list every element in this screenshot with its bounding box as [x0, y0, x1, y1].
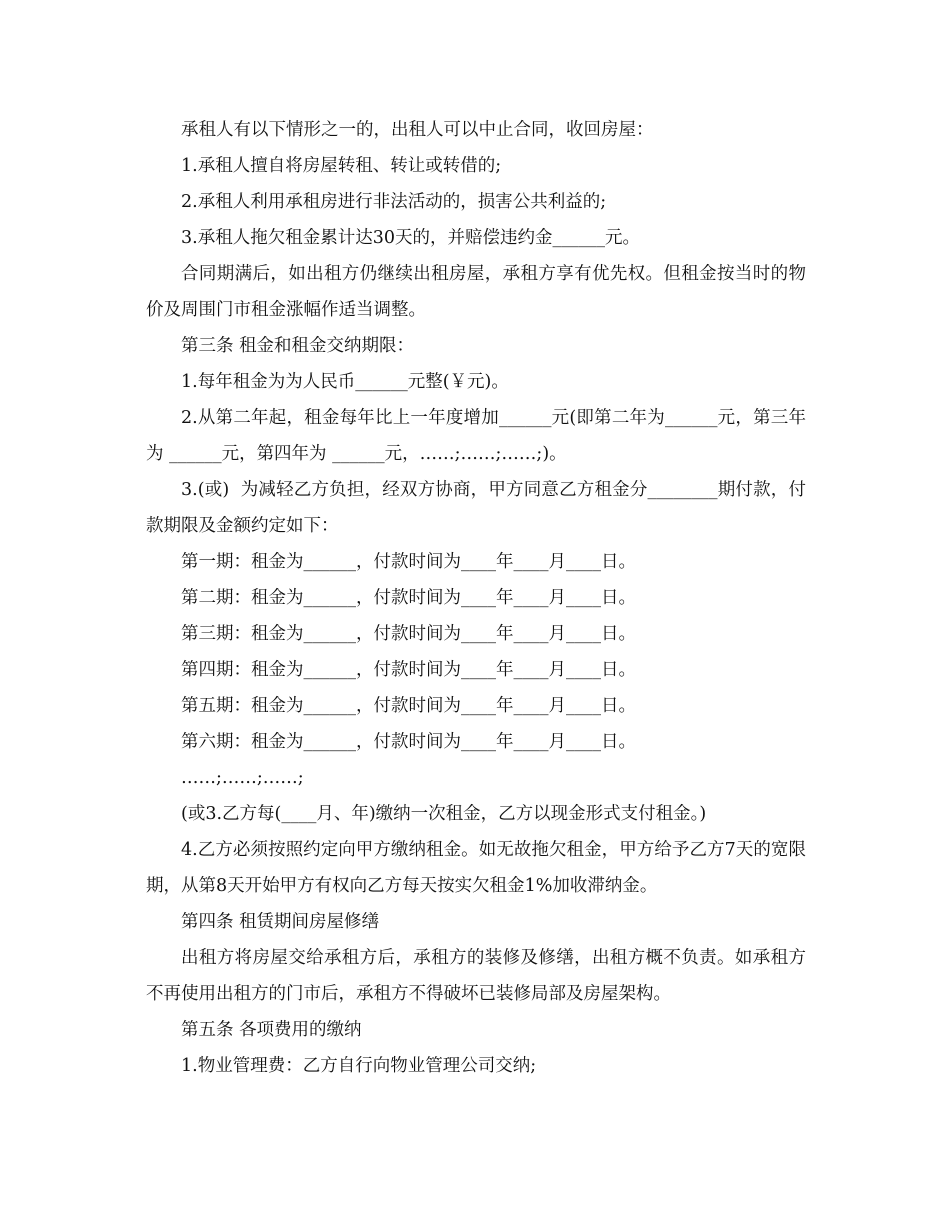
paragraph-arrears-clause: 3.承租人拖欠租金累计达30天的，并赔偿违约金______元。 [181, 228, 640, 248]
installment-line-5: 第五期：租金为______，付款时间为____年____月____日。 [181, 696, 636, 716]
paragraph-renewal-priority: 合同期满后，如出租方仍继续出租房屋，承租方享有优先权。但租金按当时的物价及周围门市租金涨幅作适当调整。 [146, 264, 806, 320]
section-heading-article-3: 第三条 租金和租金交纳期限： [181, 336, 415, 356]
paragraph-property-fee: 1.物业管理费：乙方自行向物业管理公司交纳; [181, 1056, 537, 1076]
paragraph-repairs: 出租方将房屋交给承租方后，承租方的装修及修缮，出租方概不负责。如承租方不再使用出租方的门市后，承租方不得破坏已装修局部及房屋架构。 [146, 948, 806, 1004]
paragraph-illegal-activity-clause: 2.承租人利用承租房进行非法活动的，损害公共利益的; [181, 192, 607, 212]
installment-line-2: 第二期：租金为______，付款时间为____年____月____日。 [181, 588, 636, 608]
paragraph-sublet-clause: 1.承租人擅自将房屋转租、转让或转借的; [181, 156, 502, 176]
paragraph-alternative-payment: (或3.乙方每(____月、年)缴纳一次租金，乙方以现金形式支付租金。) [181, 804, 707, 824]
installment-line-4: 第四期：租金为______，付款时间为____年____月____日。 [181, 660, 636, 680]
installment-line-1: 第一期：租金为______，付款时间为____年____月____日。 [181, 552, 636, 572]
paragraph-late-fee: 4.乙方必须按照约定向甲方缴纳租金。如无故拖欠租金，甲方给予乙方7天的宽限期，从第8天开始甲方有权向乙方每天按实欠租金1%加收滞纳金。 [146, 840, 806, 896]
paragraph-termination-conditions: 承租人有以下情形之一的，出租人可以中止合同，收回房屋： [181, 120, 654, 140]
installment-line-3: 第三期：租金为______，付款时间为____年____月____日。 [181, 624, 636, 644]
ellipsis-line: ……;……;……; [181, 768, 304, 788]
paragraph-installment-plan: 3.(或) 为减轻乙方负担，经双方协商，甲方同意乙方租金分________期付款，付款期限及金额约定如下： [146, 480, 806, 536]
paragraph-annual-rent: 1.每年租金为为人民币______元整(￥元)。 [181, 372, 509, 392]
paragraph-rent-increase: 2.从第二年起，租金每年比上一年度增加______元(即第二年为______元，第三年为 ______元，第四年为 ______元，……;……;……;)。 [146, 408, 806, 464]
contract-body [146, 112, 806, 1084]
installment-line-6: 第六期：租金为______，付款时间为____年____月____日。 [181, 732, 636, 752]
section-heading-article-4: 第四条 租赁期间房屋修缮 [181, 912, 380, 932]
section-heading-article-5: 第五条 各项费用的缴纳 [181, 1020, 362, 1040]
